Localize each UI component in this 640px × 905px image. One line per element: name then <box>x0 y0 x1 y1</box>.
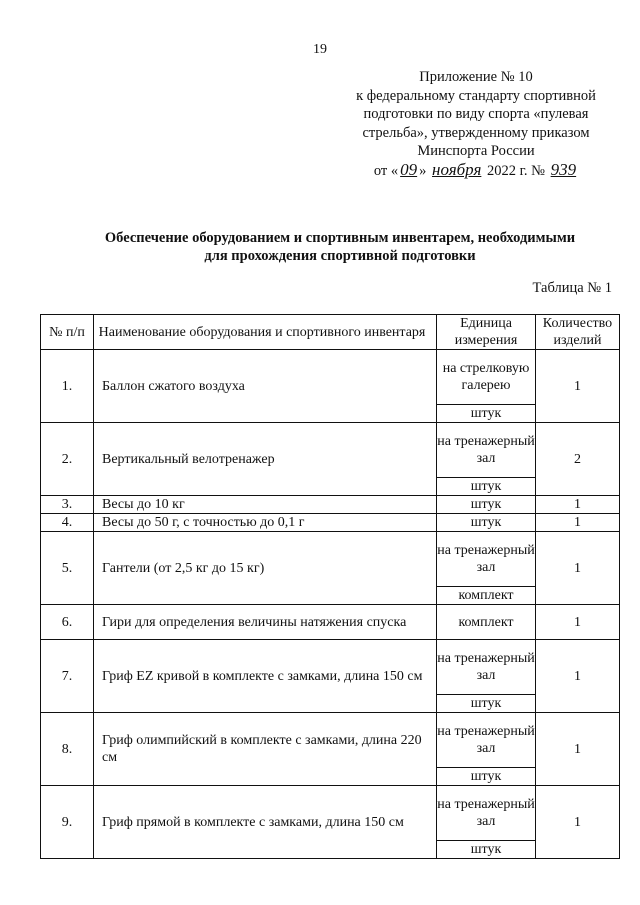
equipment-table <box>40 314 620 859</box>
appendix-line-1: Приложение № 10 <box>419 69 533 85</box>
row-name: Весы до 10 кг <box>94 496 437 514</box>
row-num: 4. <box>41 514 94 532</box>
row-name: Весы до 50 г, с точностью до 0,1 г <box>94 514 437 532</box>
row-unit: штук <box>437 496 536 514</box>
date-mid: » <box>419 162 427 179</box>
title-line-1: Обеспечение оборудованием и спортивным инвентарем, необходимыми <box>104 230 576 246</box>
row-unit-bottom: штук <box>437 841 536 859</box>
row-qty: 1 <box>536 514 620 532</box>
row-unit-top: на тренажерный зал <box>437 532 536 587</box>
date-prefix: от « <box>373 162 399 179</box>
row-name: Гриф EZ кривой в комплекте с замками, длина 150 см <box>94 640 437 713</box>
row-unit-bottom: штук <box>437 478 536 496</box>
header-qty: Количество изделий <box>536 315 620 350</box>
row-num: 3. <box>41 496 94 514</box>
appendix-line-5: Минспорта России <box>417 143 535 159</box>
row-name: Гири для определения величины натяжения спуска <box>94 605 437 640</box>
header-unit: Единица измерения <box>437 315 536 350</box>
appendix-line-3: подготовки по виду спорта «пулевая <box>363 106 589 122</box>
date-year: 2022 г. № <box>486 162 546 179</box>
table-row <box>41 514 620 532</box>
row-unit-bottom: комплект <box>437 587 536 605</box>
table-label: Таблица № 1 <box>532 280 612 296</box>
row-qty: 2 <box>536 423 620 496</box>
header-num: № п/п <box>41 315 94 350</box>
table-row <box>41 786 620 841</box>
row-name: Гриф олимпийский в комплекте с замками, длина 220 см <box>94 713 437 786</box>
row-num: 1. <box>41 350 94 423</box>
document-title <box>60 229 620 265</box>
row-unit-bottom: штук <box>437 695 536 713</box>
row-num: 6. <box>41 605 94 640</box>
row-num: 8. <box>41 713 94 786</box>
row-name: Вертикальный велотренажер <box>94 423 437 496</box>
order-date-line <box>340 161 612 181</box>
row-unit: штук <box>437 514 536 532</box>
table-row <box>41 532 620 587</box>
row-qty: 1 <box>536 640 620 713</box>
row-num: 9. <box>41 786 94 859</box>
appendix-line-2: к федеральному стандарту спортивной <box>356 87 596 104</box>
row-qty: 1 <box>536 496 620 514</box>
table-row <box>41 496 620 514</box>
row-num: 5. <box>41 532 94 605</box>
row-qty: 1 <box>536 605 620 640</box>
appendix-header <box>340 68 612 180</box>
row-qty: 1 <box>536 532 620 605</box>
handwritten-day: 09 <box>400 159 418 179</box>
row-unit: комплект <box>437 605 536 640</box>
row-unit-bottom: штук <box>437 768 536 786</box>
row-unit-top: на тренажерный зал <box>437 640 536 695</box>
row-name: Гантели (от 2,5 кг до 15 кг) <box>94 532 437 605</box>
title-line-2: для прохождения спортивной подготовки <box>204 248 476 264</box>
row-name: Баллон сжатого воздуха <box>94 350 437 423</box>
row-unit-top: на тренажерный зал <box>437 423 536 478</box>
row-unit-top: на тренажерный зал <box>437 786 536 841</box>
handwritten-month: ноября <box>432 159 482 179</box>
row-unit-top: на тренажерный зал <box>437 713 536 768</box>
row-unit-bottom: штук <box>437 405 536 423</box>
table-header-row <box>41 315 620 350</box>
row-qty: 1 <box>536 786 620 859</box>
table-row <box>41 423 620 478</box>
page-number: 19 <box>313 42 327 57</box>
row-num: 2. <box>41 423 94 496</box>
table-row <box>41 350 620 405</box>
row-unit-top: на стрелковую галерею <box>437 350 536 405</box>
table-row <box>41 640 620 695</box>
header-name: Наименование оборудования и спортивного инвентаря <box>94 315 437 350</box>
table-row <box>41 605 620 640</box>
appendix-line-4: стрельба», утвержденному приказом <box>362 124 590 141</box>
row-qty: 1 <box>536 713 620 786</box>
row-qty: 1 <box>536 350 620 423</box>
row-num: 7. <box>41 640 94 713</box>
table-row <box>41 713 620 768</box>
row-name: Гриф прямой в комплекте с замками, длина 150 см <box>94 786 437 859</box>
handwritten-order-number: 939 <box>550 159 577 179</box>
